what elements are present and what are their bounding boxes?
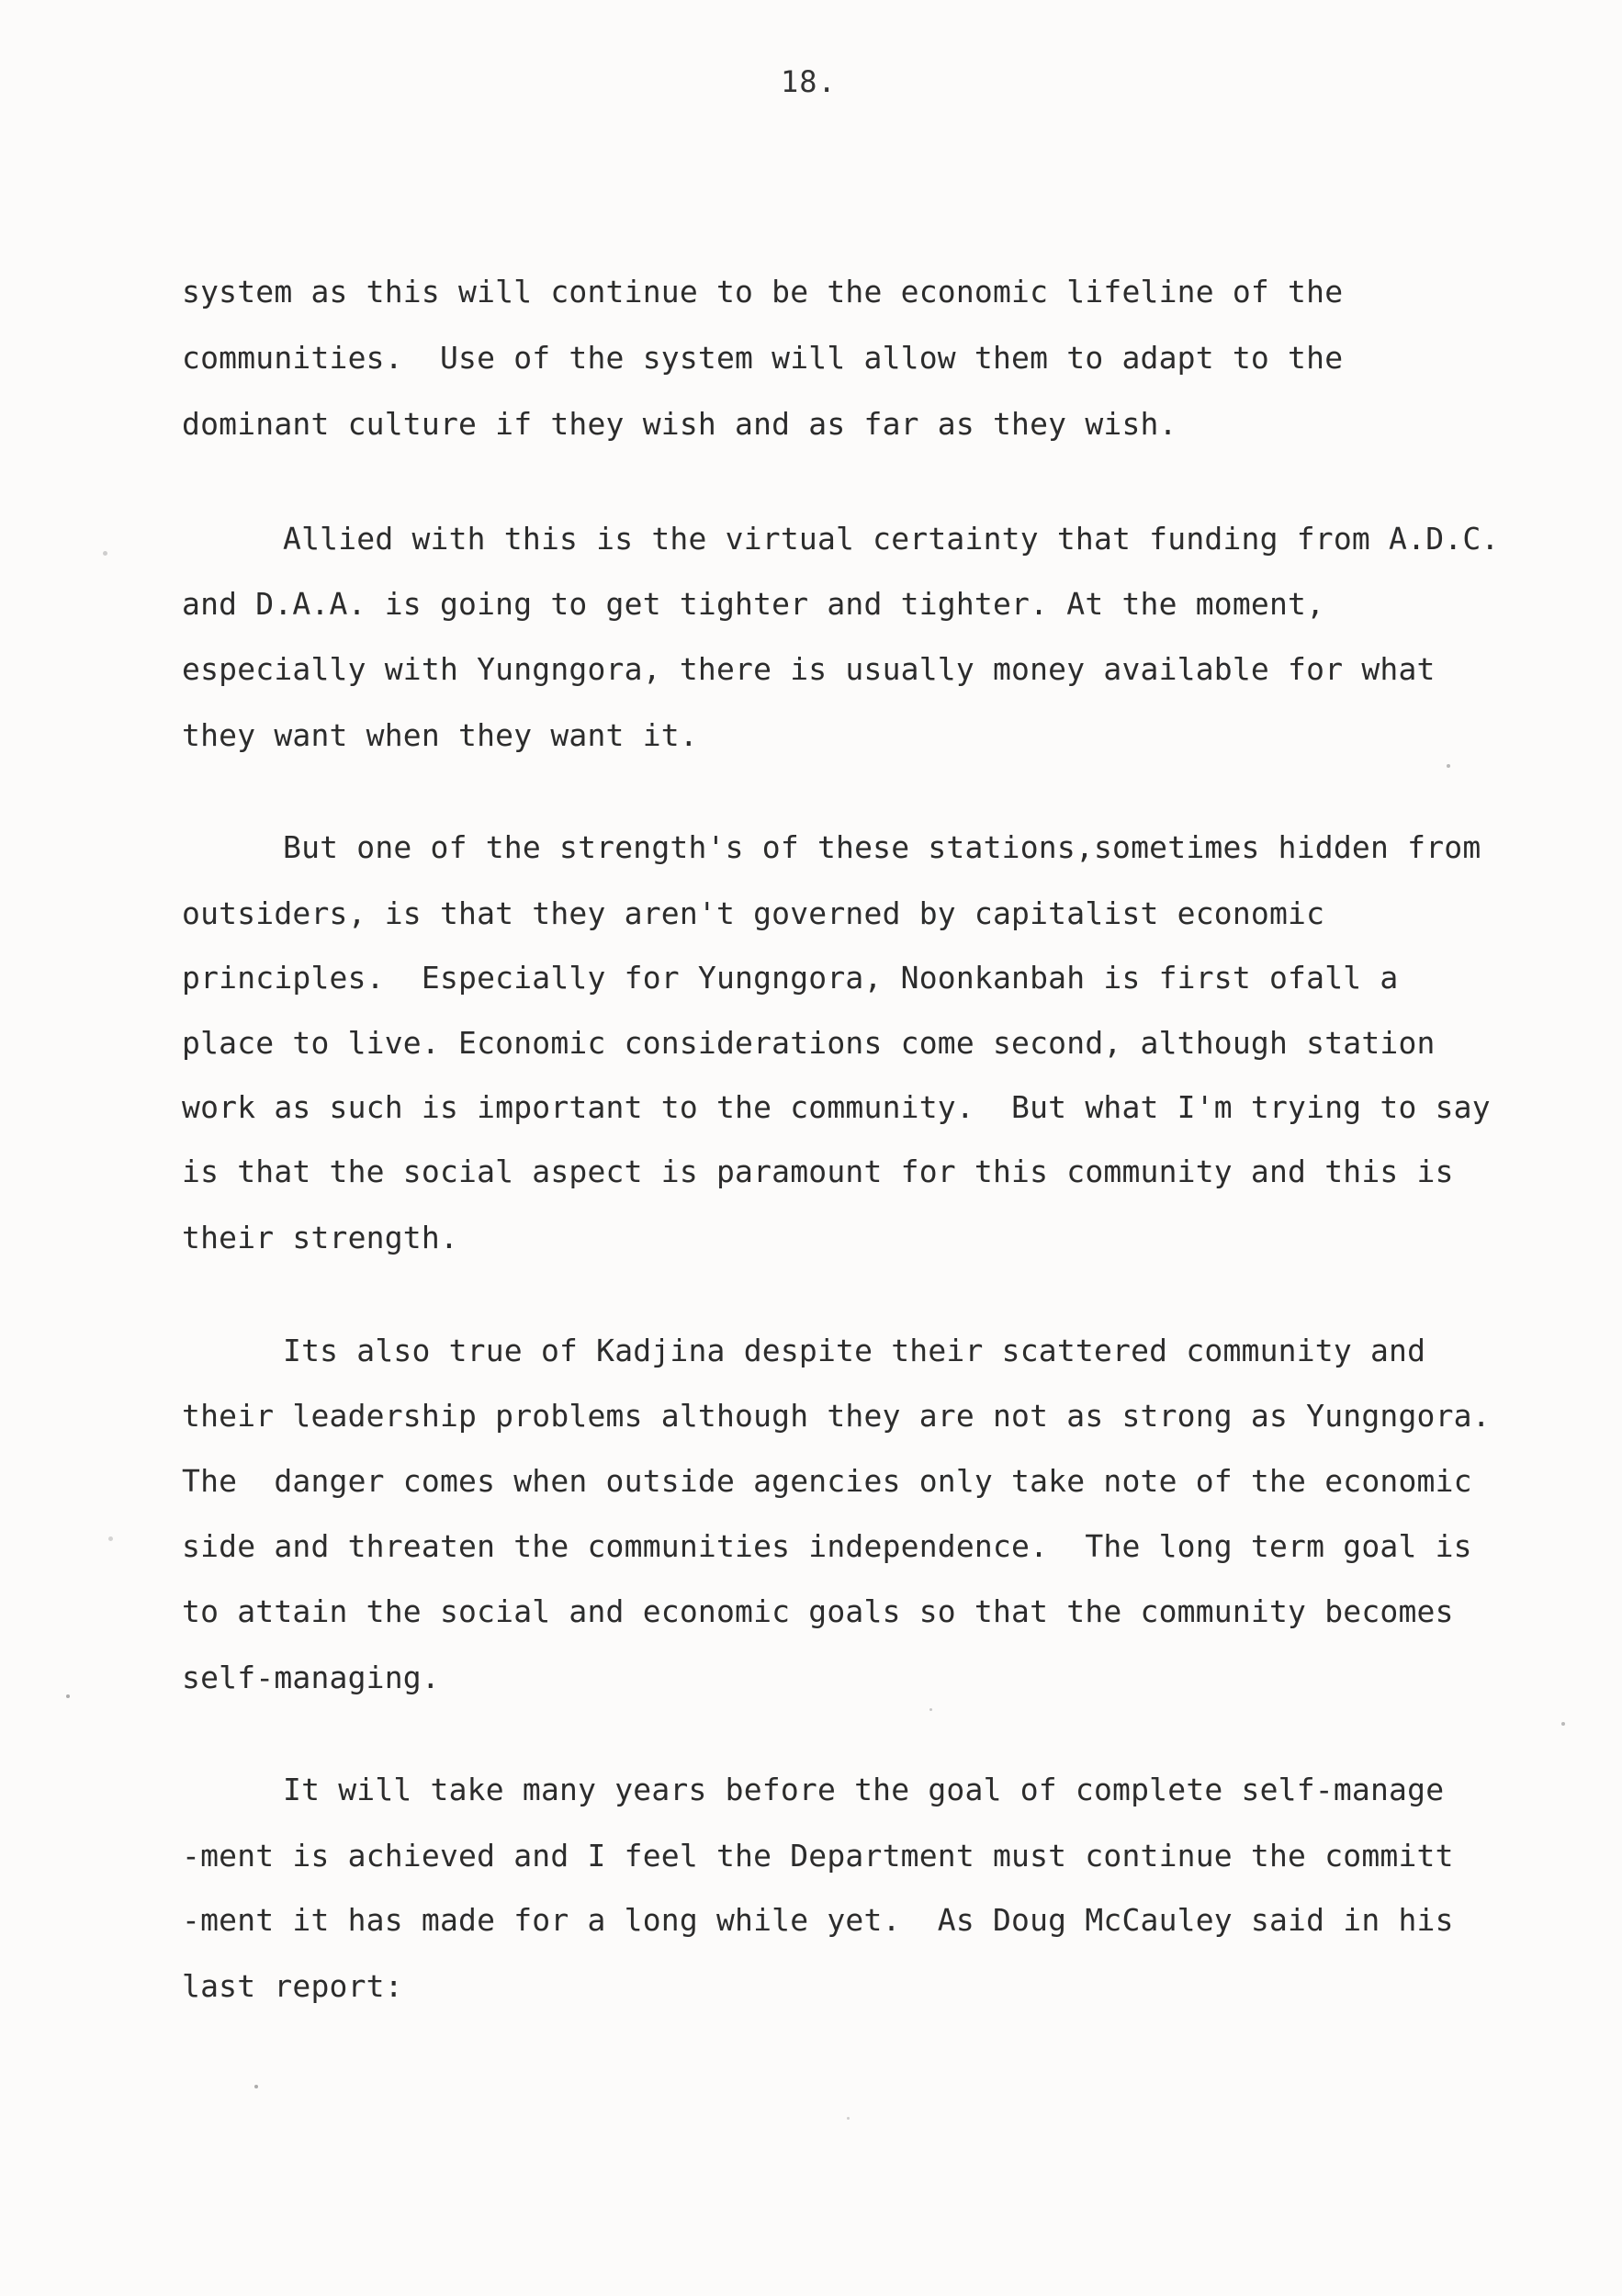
text-line: Its also true of Kadjina despite their scattered community and bbox=[283, 1333, 1426, 1368]
text-line: is that the social aspect is paramount for this community and this is bbox=[182, 1154, 1454, 1189]
scan-speck bbox=[66, 1694, 70, 1698]
text-line: their leadership problems although they are not as strong as Yungngora. bbox=[182, 1398, 1491, 1434]
text-line: communities. Use of the system will allow them to adapt to the bbox=[182, 340, 1344, 376]
scan-speck bbox=[1447, 764, 1450, 768]
text-line: principles. Especially for Yungngora, Noonkanbah is first ofall a bbox=[182, 960, 1399, 996]
text-line: It will take many years before the goal of complete self-manage bbox=[283, 1772, 1445, 1807]
text-line: work as such is important to the community. But what I'm trying to say bbox=[182, 1089, 1491, 1125]
text-line: place to live. Economic considerations come second, although station bbox=[182, 1025, 1436, 1061]
text-line: to attain the social and economic goals so that the community becomes bbox=[182, 1593, 1454, 1629]
text-line: Allied with this is the virtual certainty that funding from A.D.C. bbox=[283, 521, 1500, 557]
text-line: But one of the strength's of these stations,sometimes hidden from bbox=[283, 829, 1481, 865]
text-line: self-managing. bbox=[182, 1660, 440, 1695]
text-line: last report: bbox=[182, 1968, 403, 2004]
text-line: -ment is achieved and I feel the Department must continue the committ bbox=[182, 1838, 1454, 1874]
text-line: outsiders, is that they aren't governed by capitalist economic bbox=[182, 895, 1325, 931]
text-line: they want when they want it. bbox=[182, 717, 698, 753]
text-line: side and threaten the communities independence. The long term goal is bbox=[182, 1528, 1472, 1564]
scan-speck bbox=[108, 1536, 113, 1541]
scan-speck bbox=[1561, 1722, 1565, 1726]
text-line: The danger comes when outside agencies only take note of the economic bbox=[182, 1463, 1472, 1499]
text-line: especially with Yungngora, there is usually money available for what bbox=[182, 651, 1436, 687]
text-line: their strength. bbox=[182, 1220, 459, 1255]
scan-speck bbox=[847, 2117, 850, 2120]
text-line: dominant culture if they wish and as far as they wish. bbox=[182, 406, 1177, 442]
text-line: and D.A.A. is going to get tighter and tighter. At the moment, bbox=[182, 586, 1325, 622]
scan-speck bbox=[929, 1708, 932, 1711]
text-line: system as this will continue to be the economic lifeline of the bbox=[182, 274, 1344, 310]
scan-speck bbox=[254, 2085, 258, 2088]
scan-speck bbox=[103, 551, 107, 556]
text-line: -ment it has made for a long while yet. As Doug McCauley said in his bbox=[182, 1902, 1454, 1938]
page-number: 18. bbox=[781, 64, 837, 99]
